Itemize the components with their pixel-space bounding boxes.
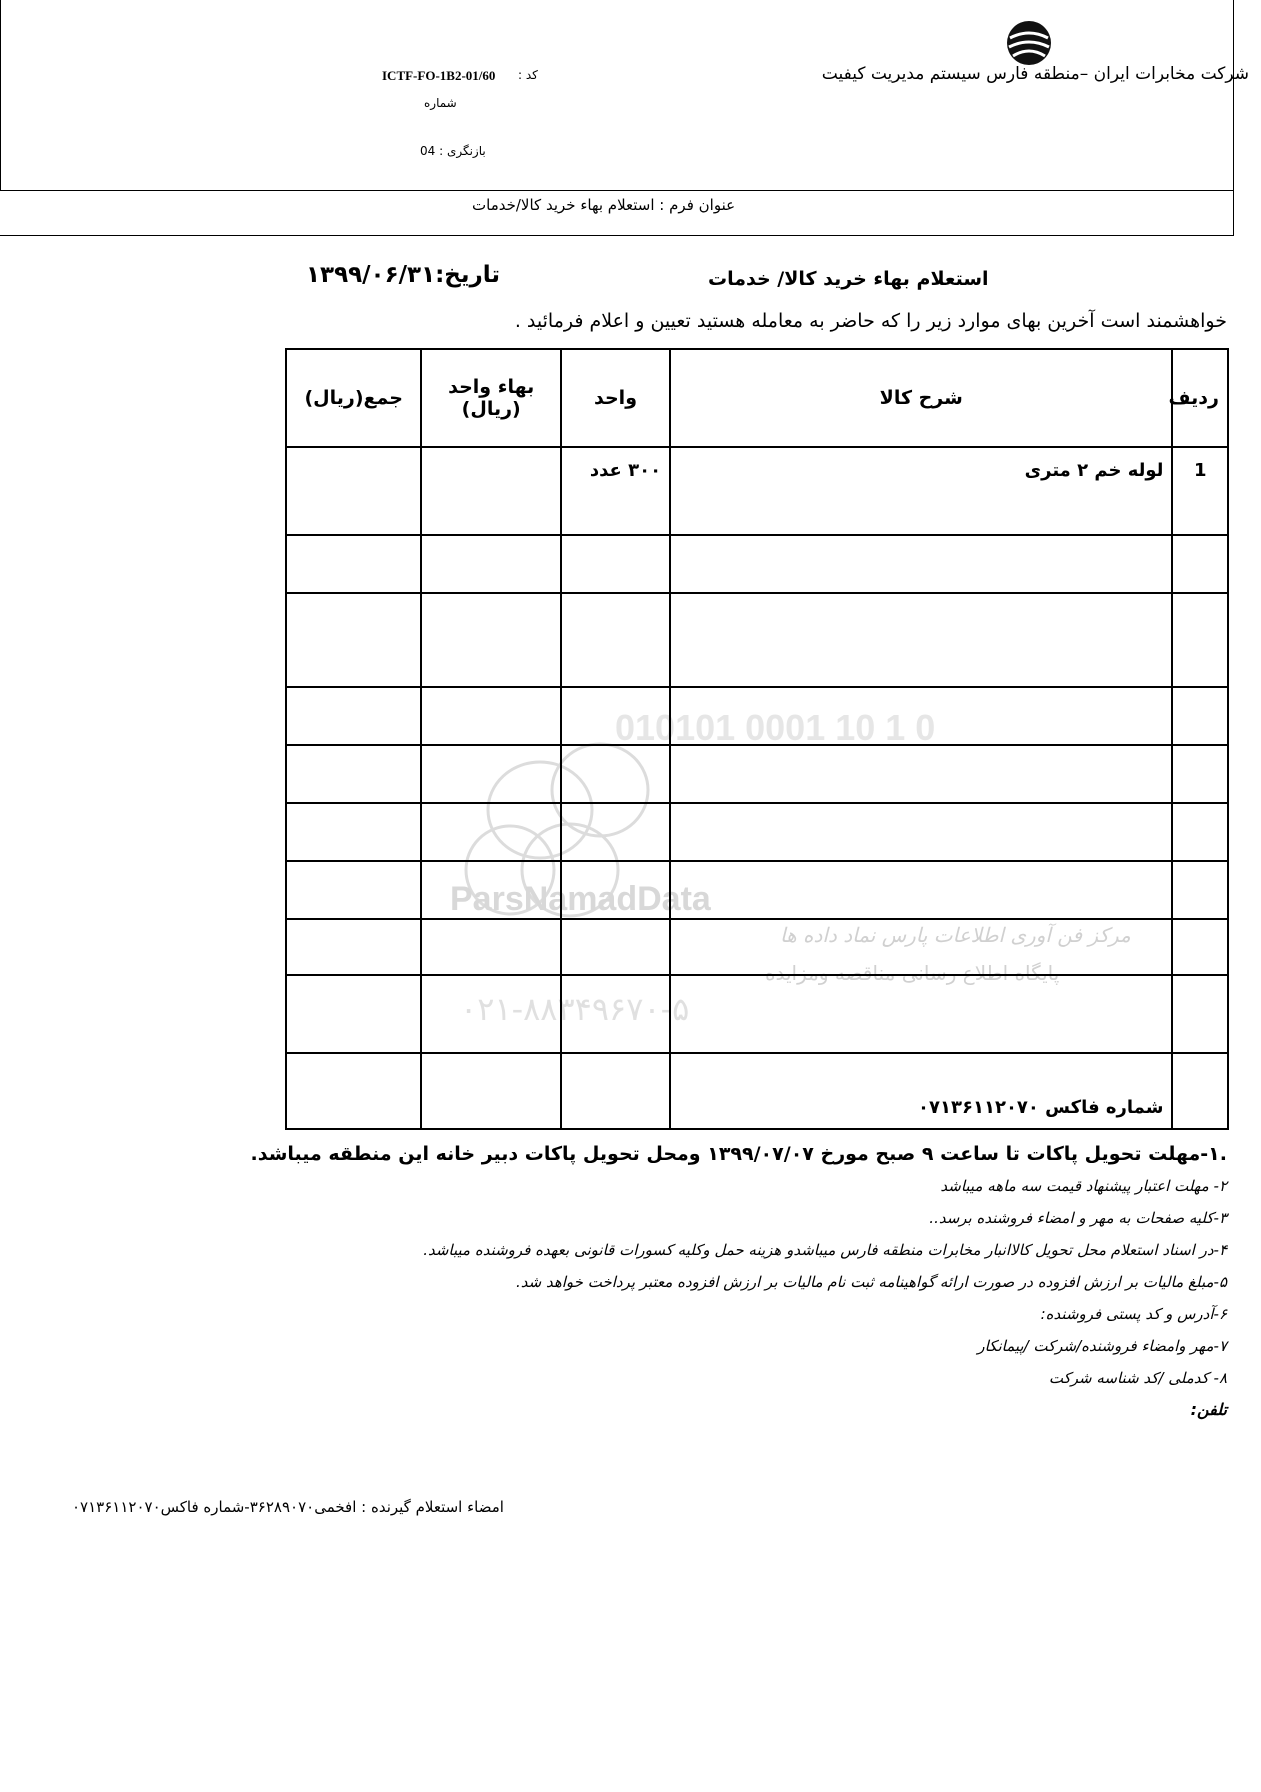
watermark-line2: پایگاه اطلاع رسانی مناقصه ومزایده: [765, 961, 1060, 985]
header-divider: [0, 190, 1233, 191]
table-row: [286, 975, 1228, 1053]
item-unit: ۳۰۰ عدد: [561, 447, 670, 535]
table-row: [286, 447, 1228, 535]
item-unit-price: [421, 447, 560, 535]
header-unit-price: بهاء واحد (ریال): [421, 349, 560, 447]
note-seller-seal: ۷-مهر وامضاء فروشنده/شرکت /پیمانکار: [977, 1337, 1227, 1355]
note-national-id: ۸- کدملی /کد شناسه شرکت: [1048, 1369, 1227, 1387]
document-heading: استعلام بهاء خرید کالا/ خدمات: [708, 268, 989, 290]
table-row: [286, 861, 1228, 919]
items-table: [285, 348, 1229, 1130]
document-date: تاریخ:۱۳۹۹/۰۶/۳۱: [306, 262, 501, 288]
form-code: ICTF-FO-1B2-01/60: [382, 68, 496, 83]
table-row: [286, 745, 1228, 803]
table-row: [286, 687, 1228, 745]
watermark-brand: ParsNamadData: [450, 880, 711, 918]
company-logo-icon: [1004, 18, 1054, 68]
note-address: ۶-آدرس و کد پستی فروشنده:: [1040, 1305, 1227, 1323]
item-description: لوله خم ۲ متری: [670, 447, 1172, 535]
table-row: [286, 1053, 1228, 1129]
note-validity: ۲- مهلت اعتبار پیشنهاد قیمت سه ماهه میباشد: [940, 1177, 1227, 1195]
table-row: [286, 535, 1228, 593]
note-vat: ۵-مبلغ مالیات بر ارزش افزوده در صورت ارائه گواهینامه ثبت نام مالیات بر ارزش افزوده معتبر پرداخت خواهد شد.: [515, 1273, 1227, 1291]
header-left-edge: [0, 0, 1, 190]
form-title: عنوان فرم : استعلام بهاء خرید کالا/خدمات: [472, 196, 736, 214]
header-total: جمع(ریال): [286, 349, 421, 447]
signature-line: امضاء استعلام گیرنده : افخمی۳۶۲۸۹۰۷۰-شماره فاکس۰۷۱۳۶۱۱۲۰۷۰: [72, 1498, 504, 1516]
row-number: 1: [1172, 447, 1228, 535]
header-unit: واحد: [561, 349, 670, 447]
watermark-digits: 010101 0001 10 1 0: [615, 707, 936, 748]
number-label: شماره: [424, 96, 457, 110]
note-deadline: .۱-مهلت تحویل پاکات تا ساعت ۹ صبح مورخ ۱۳۹۹/۰۷/۰۷ ومحل تحویل پاکات دبیر خانه این منطقه میباشد.: [250, 1143, 1227, 1165]
table-row: [286, 803, 1228, 861]
watermark-line1: مرکز فن آوری اطلاعات پارس نماد داده ها: [780, 923, 1131, 947]
watermark-phone: ۰۲۱-۸۸۳۴۹۶۷۰-۵: [460, 990, 690, 1028]
company-name: شرکت مخابرات ایران –منطقه فارس سیستم مدیریت کیفیت: [821, 64, 1249, 84]
item-total: [286, 447, 421, 535]
fax-number: شماره فاکس ۰۷۱۳۶۱۱۲۰۷۰: [670, 1053, 1172, 1129]
table-row: [286, 593, 1228, 687]
note-phone: تلفن:: [1190, 1400, 1227, 1419]
revision-label: بازنگری : 04: [420, 144, 486, 158]
header-description: شرح کالا: [670, 349, 1172, 447]
notes-list: [227, 1138, 1227, 1426]
note-stamp: ۳-کلیه صفحات به مهر و امضاء فروشنده برسد..: [929, 1209, 1227, 1227]
code-label: کد :: [518, 68, 538, 82]
request-text: خواهشمند است آخرین بهای موارد زیر را که حاضر به معامله هستید تعیین و اعلام فرمائید .: [514, 310, 1227, 332]
note-delivery: ۴-در اسناد استعلام محل تحویل کالاانبار مخابرات منطقه فارس میباشدو هزینه حمل وکلیه کسورات قانونی بعهده فروشنده میباشد.: [423, 1241, 1227, 1259]
table-header-row: [286, 349, 1228, 447]
header-row-number: ردیف: [1172, 349, 1228, 447]
table-row: [286, 919, 1228, 975]
